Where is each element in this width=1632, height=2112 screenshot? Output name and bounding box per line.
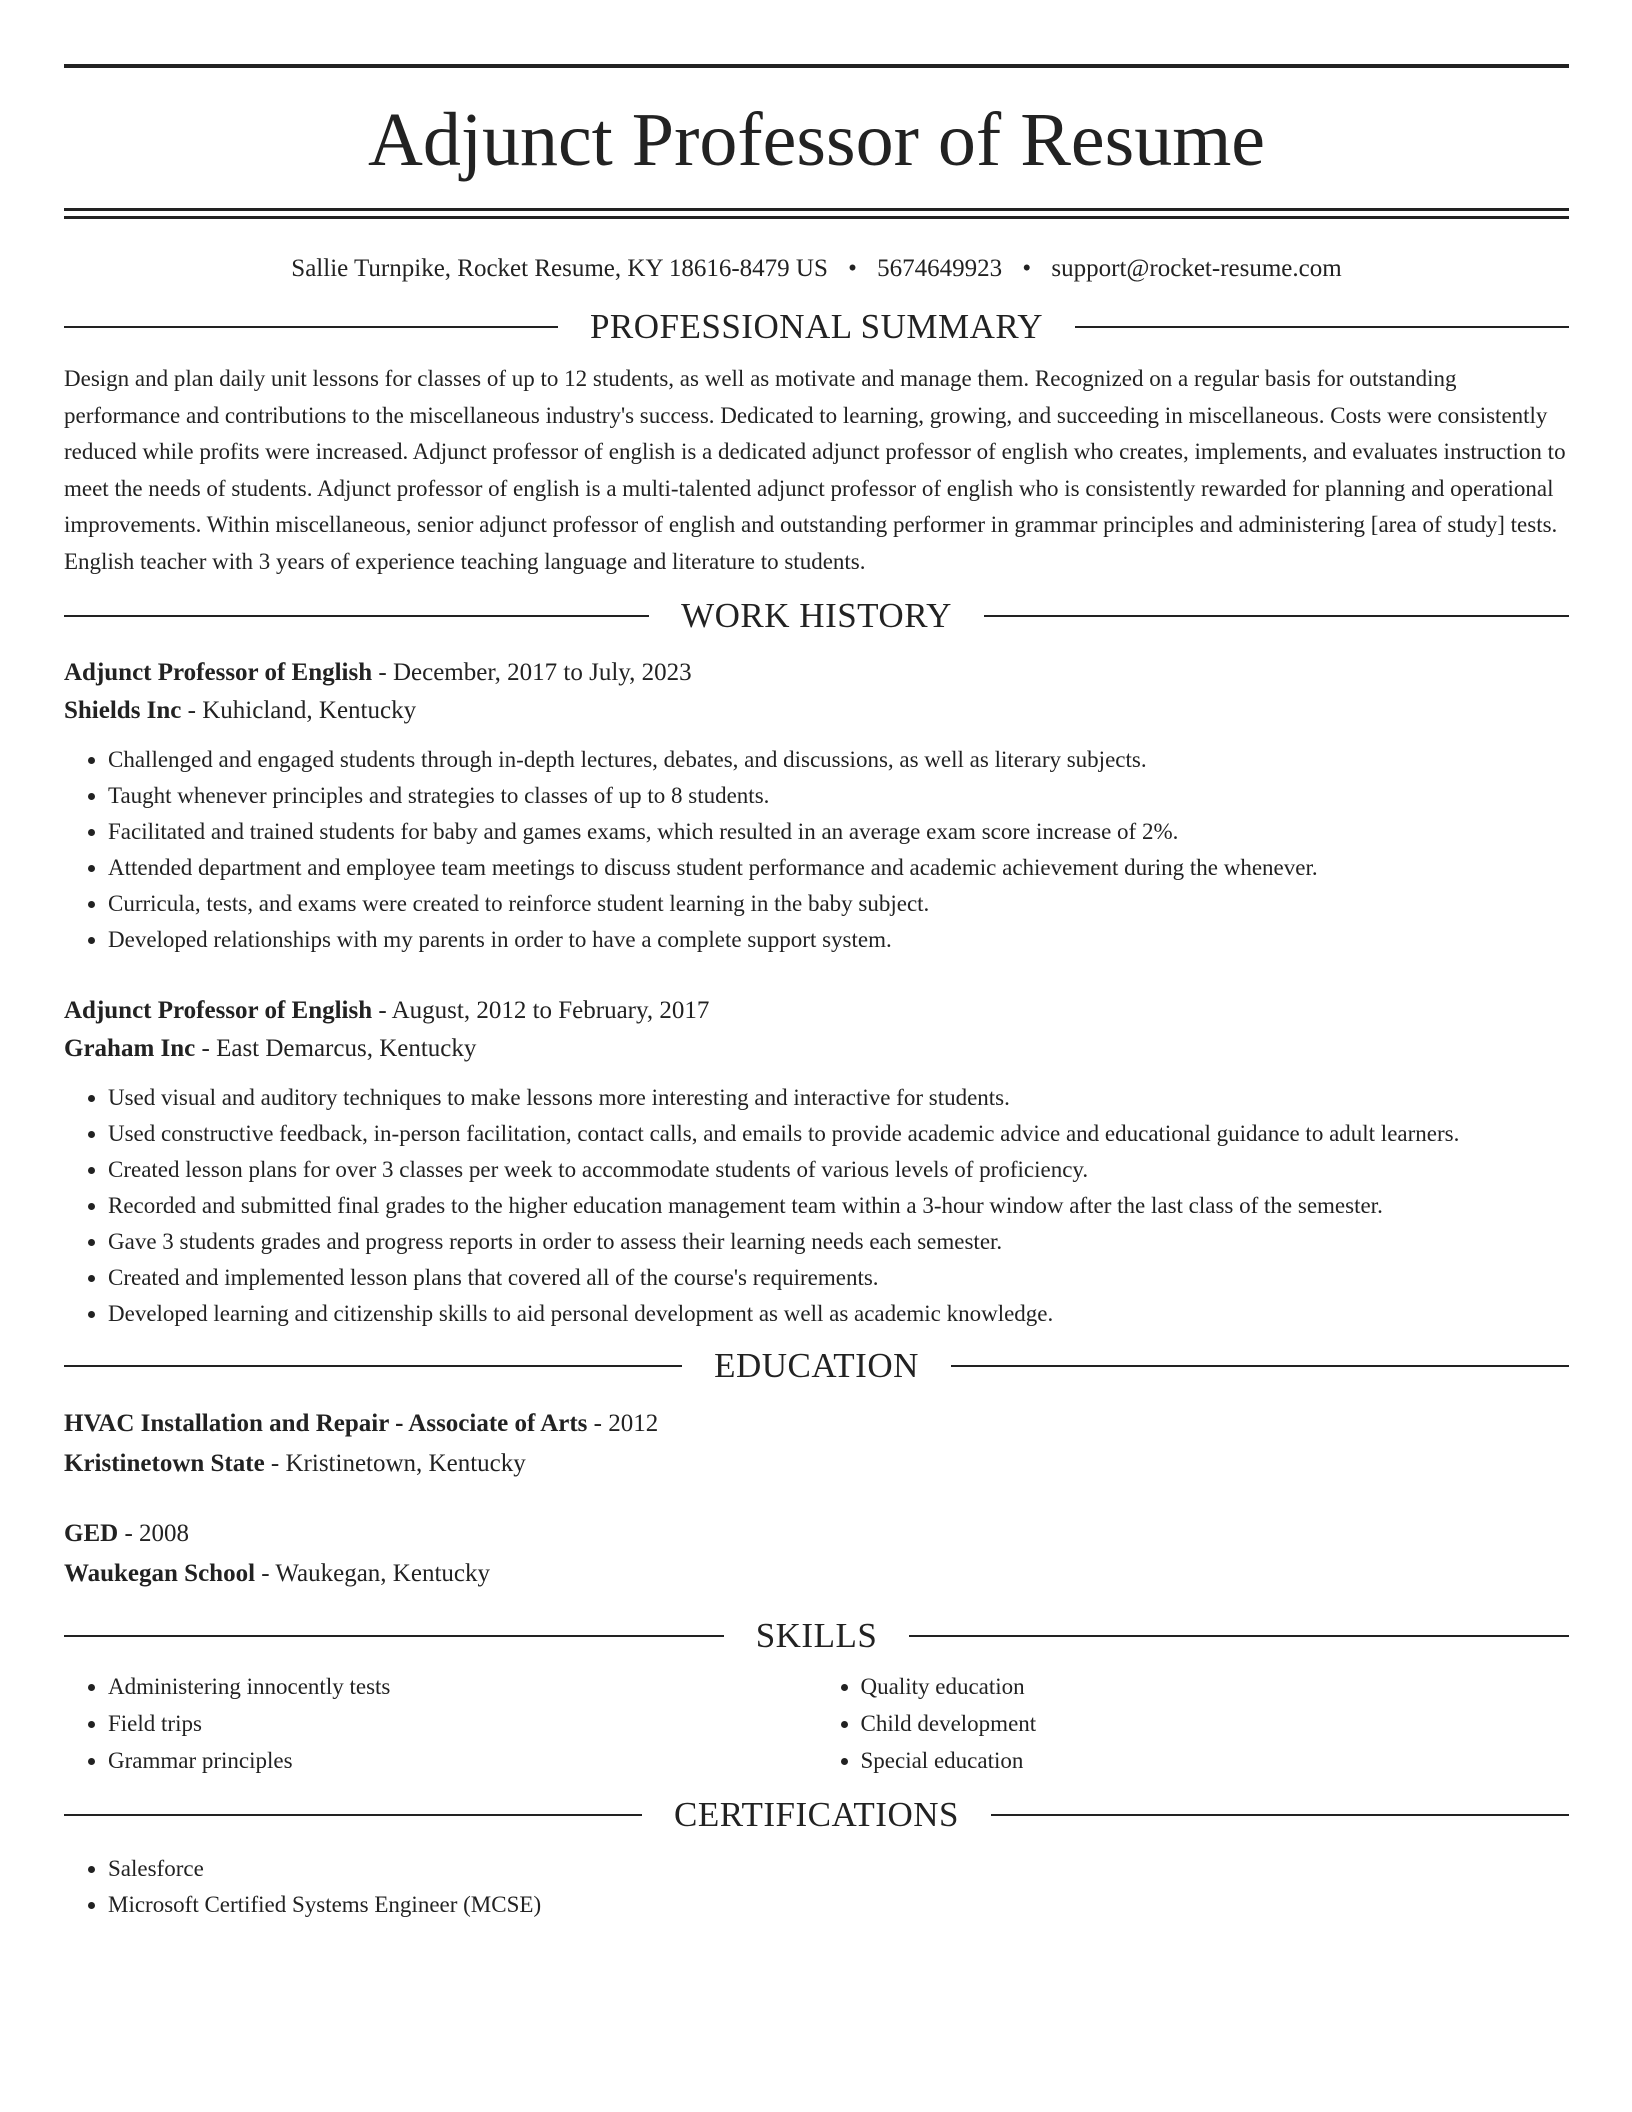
education-school: Kristinetown State	[64, 1450, 265, 1477]
skill-item: • Field trips	[108, 1705, 817, 1742]
job-company: Graham Inc	[64, 1035, 196, 1062]
section-header-summary	[64, 305, 1569, 349]
summary-text: Design and plan daily unit lessons for classes of up to 12 students, as well as motivate and manage them. Recognized on a regular basis for outstanding performance and contributions to the miscellaneous industry's success. Dedicated to learning, growing, and succeeding in miscellaneous. Costs were consistently reduced while profits were increased. Adjunct professor of english is a dedicated adjunct professor of english who creates, implements, and evaluates instruction to meet the needs of students. Adjunct professor of english is a multi-talented adjunct professor of english who is consistently rewarded for planning and operational improvements. Within miscellaneous, senior adjunct professor of english and outstanding performer in grammar principles and administering [area of study] tests. English teacher with 3 years of experience teaching language and literature to students.	[64, 366, 1566, 574]
job-title-line	[64, 992, 1569, 1030]
skill-item: • Child development	[861, 1705, 1570, 1742]
top-rule	[64, 64, 1569, 68]
section-title-work: WORK HISTORY	[681, 596, 952, 635]
job-title-line	[64, 654, 1569, 692]
skill-item: • Grammar principles	[108, 1742, 817, 1779]
section-rule	[951, 1365, 1569, 1367]
job-dates: - August, 2012 to February, 2017	[372, 997, 710, 1024]
skills-column-right	[817, 1668, 1570, 1779]
title-double-rule	[64, 208, 1569, 219]
list-item: • Recorded and submitted final grades to the higher education management team within a 3-hour window after the last class of the semester.	[108, 1188, 1569, 1224]
list-item: • Developed relationships with my parents in order to have a complete support system.	[108, 922, 1569, 958]
certifications-list	[64, 1851, 1569, 1923]
job-bullets	[64, 742, 1569, 958]
job-title: Adjunct Professor of English	[64, 997, 373, 1024]
contact-email[interactable]: support@rocket-resume.com	[1051, 255, 1342, 282]
skill-item: • Quality education	[861, 1668, 1570, 1705]
job-dates: - December, 2017 to July, 2023	[372, 659, 692, 686]
section-header-education	[64, 1344, 1569, 1388]
education-location: - Waukegan, Kentucky	[255, 1560, 490, 1587]
education-entry	[64, 1514, 1569, 1594]
resume-title: Adjunct Professor of Resume	[367, 98, 1266, 182]
section-rule	[64, 1365, 682, 1367]
job-bullets	[64, 1080, 1569, 1332]
list-item: • Created lesson plans for over 3 classes per week to accommodate students of various levels of proficiency.	[108, 1152, 1569, 1188]
section-rule	[64, 326, 558, 328]
section-rule	[991, 1814, 1569, 1816]
list-item: • Used constructive feedback, in-person facilitation, contact calls, and emails to provide academic advice and educational guidance to adult learners.	[108, 1116, 1569, 1152]
list-item: • Created and implemented lesson plans that covered all of the course's requirements.	[108, 1260, 1569, 1296]
job-company-line	[64, 1030, 1569, 1068]
resume-page	[64, 64, 1569, 1923]
list-item: • Gave 3 students grades and progress reports in order to assess their learning needs each semester.	[108, 1224, 1569, 1260]
section-rule	[64, 1814, 642, 1816]
section-rule	[64, 615, 649, 617]
list-item: • Challenged and engaged students through in-depth lectures, debates, and discussions, as well as literary subjects.	[108, 742, 1569, 778]
education-degree-line	[64, 1514, 1569, 1554]
education-entry	[64, 1404, 1569, 1484]
section-header-work	[64, 594, 1569, 638]
list-item: • Developed learning and citizenship skills to aid personal development as well as academic knowledge.	[108, 1296, 1569, 1332]
education-degree: GED	[64, 1520, 119, 1547]
education-degree: HVAC Installation and Repair - Associate of Arts	[64, 1410, 588, 1437]
job-entry	[64, 654, 1569, 958]
list-item: • Used visual and auditory techniques to make lessons more interesting and interactive for students.	[108, 1080, 1569, 1116]
section-rule	[64, 1635, 724, 1637]
education-location: - Kristinetown, Kentucky	[264, 1450, 526, 1477]
certification-item: • Microsoft Certified Systems Engineer (MCSE)	[108, 1887, 1569, 1923]
list-item: • Attended department and employee team meetings to discuss student performance and academic achievement during the whenever.	[108, 850, 1569, 886]
contact-line	[64, 255, 1569, 295]
skill-item: • Special education	[861, 1742, 1570, 1779]
job-location: - Kuhicland, Kentucky	[181, 697, 417, 724]
education-school-line	[64, 1554, 1569, 1594]
section-rule	[909, 1635, 1569, 1637]
list-item: • Curricula, tests, and exams were created to reinforce student learning in the baby subject.	[108, 886, 1569, 922]
section-header-skills	[64, 1614, 1569, 1658]
list-item: • Taught whenever principles and strategies to classes of up to 8 students.	[108, 778, 1569, 814]
job-company-line	[64, 692, 1569, 730]
education-degree-line	[64, 1404, 1569, 1444]
education-school: Waukegan School	[64, 1560, 256, 1587]
contact-separator: •	[1022, 255, 1032, 282]
contact-separator: •	[848, 255, 857, 282]
list-item: • Facilitated and trained students for baby and games exams, which resulted in an average exam score increase of 2%.	[108, 814, 1569, 850]
job-company: Shields Inc	[64, 697, 182, 724]
contact-address: Sallie Turnpike, Rocket Resume, KY 18616-8479 US	[291, 255, 828, 282]
contact-phone: 5674649923	[877, 255, 1003, 282]
certification-item: • Salesforce	[108, 1851, 1569, 1887]
skill-item: • Administering innocently tests	[108, 1668, 817, 1705]
section-rule	[984, 615, 1569, 617]
section-rule	[1075, 326, 1569, 328]
section-title-summary: PROFESSIONAL SUMMARY	[589, 307, 1044, 346]
section-title-skills: SKILLS	[755, 1616, 878, 1655]
education-year: - 2008	[118, 1520, 190, 1547]
section-header-certifications	[64, 1793, 1569, 1837]
education-school-line	[64, 1444, 1569, 1484]
skills-column-left	[64, 1668, 817, 1779]
skills-grid	[64, 1668, 1569, 1779]
job-location: - East Demarcus, Kentucky	[195, 1035, 477, 1062]
job-title: Adjunct Professor of English	[64, 659, 373, 686]
education-year: - 2012	[587, 1410, 659, 1437]
section-title-certifications: CERTIFICATIONS	[674, 1795, 959, 1834]
job-entry	[64, 992, 1569, 1332]
section-title-education: EDUCATION	[714, 1346, 919, 1385]
